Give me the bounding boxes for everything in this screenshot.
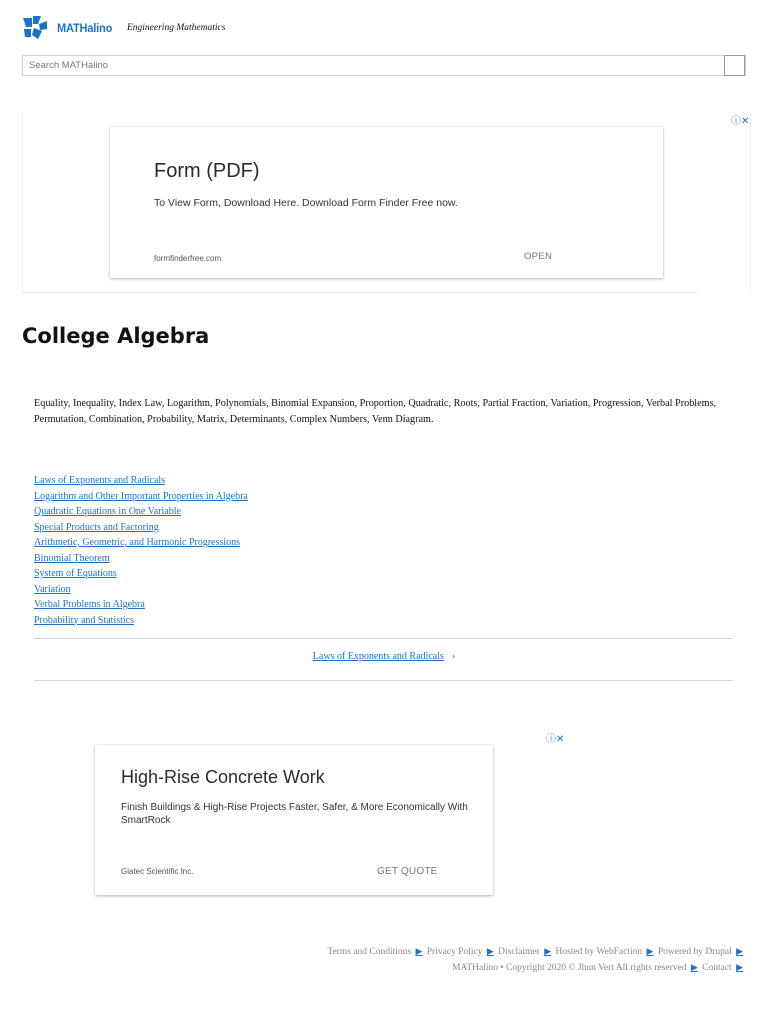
ad-open-button[interactable]: OPEN — [524, 251, 553, 262]
triangle-right-icon[interactable]: ▶ — [646, 946, 654, 956]
topic-link[interactable]: Probability and Statistics — [34, 614, 134, 626]
ad-title[interactable]: Form (PDF) — [154, 160, 260, 182]
footer-link-contact[interactable]: Contact — [702, 963, 732, 973]
page-title: College Algebra — [22, 324, 210, 348]
topic-link[interactable]: Binomial Theorem — [34, 552, 110, 564]
ad-get-quote-button[interactable]: GET QUOTE — [377, 866, 438, 877]
topic-link[interactable]: Logarithm and Other Important Properties in Algebra — [34, 490, 248, 502]
footer-link-hosted[interactable]: Hosted by WebFaction — [555, 947, 643, 957]
topic-link[interactable]: Quadratic Equations in One Variable — [34, 506, 181, 517]
list-item — [34, 564, 248, 580]
triangle-right-icon[interactable]: ▶ — [486, 946, 494, 956]
search-button[interactable] — [724, 55, 745, 76]
list-item — [34, 611, 248, 627]
triangle-right-icon[interactable]: ▶ — [690, 962, 698, 972]
list-item — [34, 580, 248, 596]
ad-description: To View Form, Download Here. Download Form Finder Free now. — [154, 197, 458, 209]
next-page-link[interactable]: Laws of Exponents and Radicals — [312, 651, 444, 662]
ad-description: Finish Buildings & High-Rise Projects Faster, Safer, & More Economically With SmartRock — [121, 802, 468, 826]
list-item — [34, 549, 248, 565]
topic-link[interactable]: Arithmetic, Geometric, and Harmonic Progressions — [34, 537, 241, 548]
list-item — [34, 487, 248, 503]
topic-links-list — [34, 471, 248, 626]
topic-link[interactable]: Special Products and Factoring — [34, 521, 159, 533]
book-navigation — [0, 651, 768, 662]
list-item — [34, 595, 248, 611]
footer-link-disclaimer[interactable]: Disclaimer — [498, 947, 540, 957]
mathalino-logo-icon[interactable] — [22, 15, 48, 41]
topic-link[interactable]: System of Equations — [34, 568, 117, 579]
triangle-right-icon[interactable]: ▶ — [415, 946, 423, 956]
list-item — [34, 502, 248, 518]
triangle-right-icon[interactable]: ▶ — [736, 962, 743, 972]
topic-link[interactable]: Laws of Exponents and Radicals — [34, 475, 166, 486]
triangle-right-icon[interactable]: ▶ — [736, 946, 743, 956]
ad-source: Giatec Scientific Inc. — [121, 867, 194, 876]
brand-name[interactable]: MATHalino — [57, 21, 113, 35]
top-ad-card[interactable] — [110, 127, 663, 278]
search-input[interactable] — [23, 56, 725, 75]
divider — [34, 638, 733, 639]
adchoices-icon[interactable]: ⓘ✕ — [731, 116, 750, 127]
list-item — [34, 533, 248, 549]
topic-link[interactable]: Verbal Problems in Algebra — [34, 599, 145, 610]
ad-source: formfinderfree.com — [154, 254, 222, 263]
topic-link[interactable]: Variation — [34, 583, 71, 595]
divider — [34, 680, 733, 681]
chevron-right-icon[interactable]: › — [451, 651, 456, 662]
list-item — [34, 518, 248, 534]
page-summary: Equality, Inequality, Index Law, Logarithm, Polynomials, Binomial Expansion, Proportion, Quadratic, Roots, Partial Fraction, Variation, Progression, Verbal Problems, Permutation, Combination, Probability, Matrix, Determinants, Complex Numbers, Venn Diagram. — [34, 398, 717, 425]
footer-line-1 — [145, 946, 745, 957]
site-header — [22, 14, 225, 42]
ad-title[interactable]: High-Rise Concrete Work — [121, 767, 325, 787]
footer-link-drupal[interactable]: Powered by Drupal — [657, 947, 732, 957]
footer-link-terms[interactable]: Terms and Conditions — [327, 947, 412, 957]
top-ad-divider — [750, 111, 751, 293]
bottom-ad-card[interactable] — [95, 745, 493, 895]
footer-copyright: MATHalino • Copyright 2020 © Jhun Vert All rights reserved — [452, 963, 687, 973]
adchoices-icon[interactable]: ⓘ✕ — [546, 734, 565, 745]
site-tagline: Engineering Mathematics — [126, 23, 226, 33]
footer-line-2 — [145, 962, 745, 973]
footer-link-privacy[interactable]: Privacy Policy — [426, 947, 483, 957]
search-box — [22, 55, 746, 76]
triangle-right-icon[interactable]: ▶ — [544, 946, 552, 956]
list-item — [34, 471, 248, 487]
